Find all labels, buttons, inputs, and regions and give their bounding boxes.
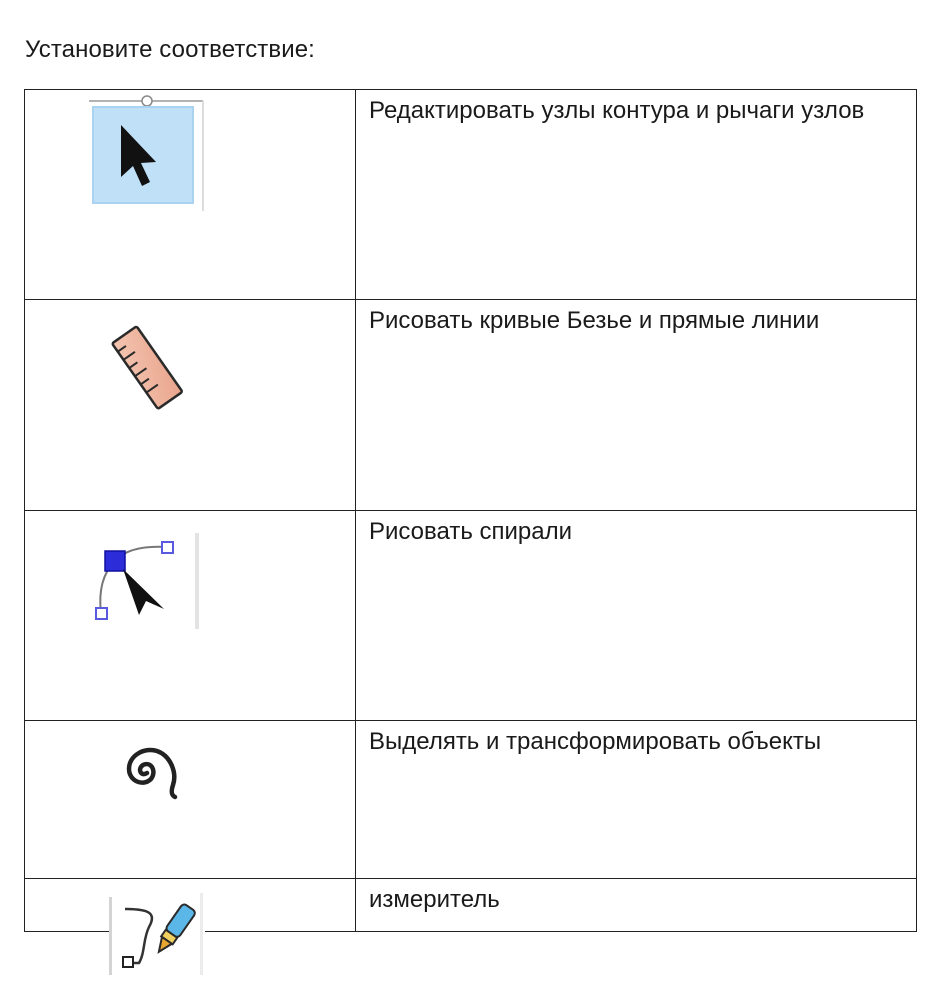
icon-cell: [25, 300, 356, 511]
icon-cell: [25, 879, 356, 932]
description-cell: Рисовать кривые Безье и прямые линии: [356, 300, 917, 511]
task-heading: Установите соответствие:: [25, 36, 315, 63]
icon-cell: [25, 511, 356, 721]
table-row: [25, 721, 917, 879]
description-cell: Рисовать спирали: [356, 511, 917, 721]
table-row: [25, 300, 917, 511]
ruler-measure-icon: [107, 324, 187, 414]
description-cell: Редактировать узлы контура и рычаги узлов: [356, 90, 917, 300]
description-cell: Выделять и трансформировать объекты: [356, 721, 917, 879]
icon-cell: [25, 90, 356, 300]
table-row: [25, 90, 917, 300]
node-edit-icon: [89, 533, 201, 633]
matching-table: [24, 89, 917, 932]
selector-arrow-icon: [89, 93, 205, 213]
table-row: [25, 879, 917, 932]
description-cell: измеритель: [356, 879, 917, 932]
table-row: [25, 511, 917, 721]
icon-cell: [25, 721, 356, 879]
spiral-icon: [105, 733, 185, 803]
bezier-pen-icon: [109, 893, 205, 977]
